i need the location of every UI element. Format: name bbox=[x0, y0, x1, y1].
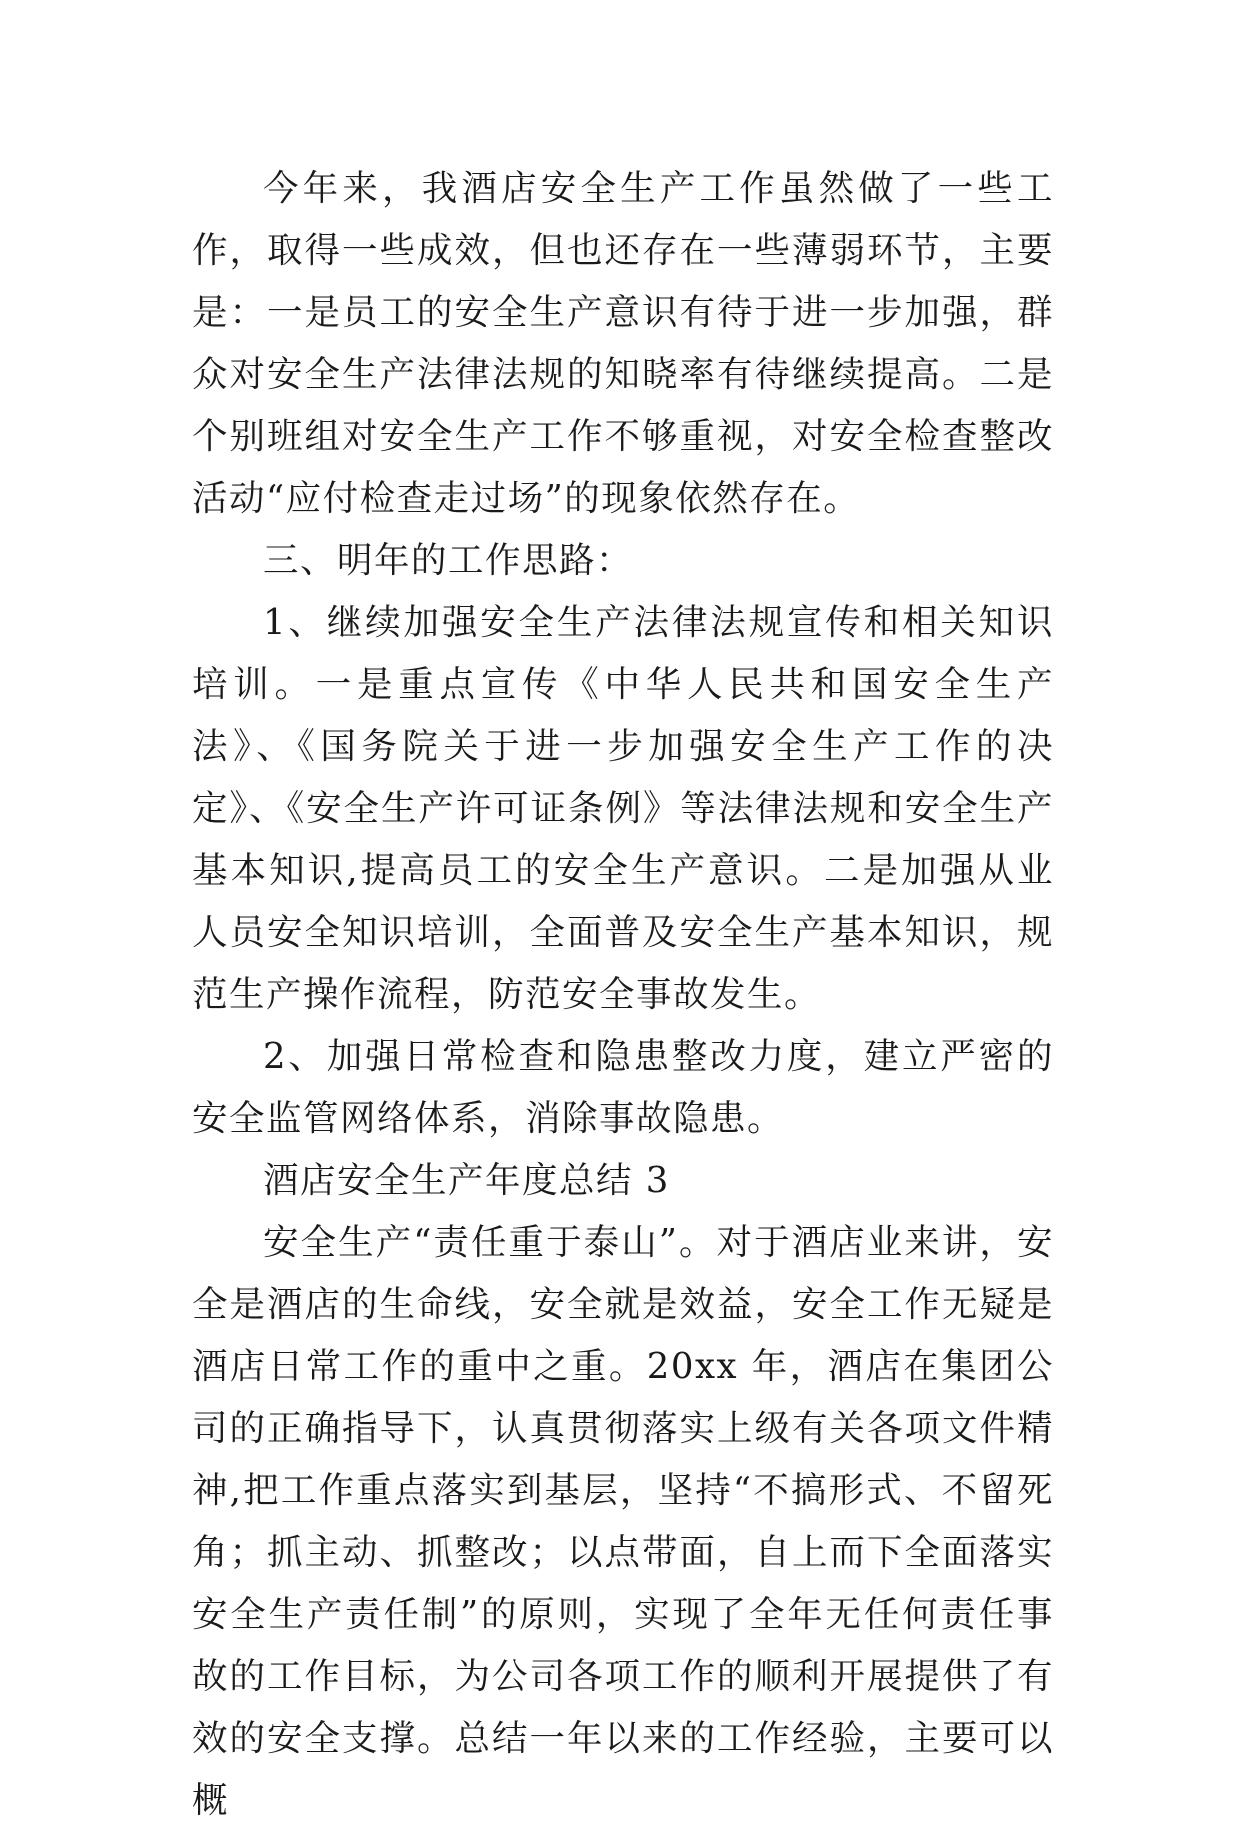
section-heading-next-year: 三、明年的工作思路： bbox=[263, 540, 634, 581]
paragraph-summary-3-intro: 安全生产“责任重于泰山”。对于酒店业来讲，安全是酒店的生命线，安全就是效益，安全工作无疑是酒店日常工作的重中之重。20xx 年，酒店在集团公司的正确指导下，认真贯彻落实上级有关各项文件精神,把工作重点落实到基层，坚持“不搞形式、不留死角；抓主动、抓整改；以点带面，自上而下全面落实安全生产责任制”的原则，实现了全年无任何责任事故的工作目标，为公司各项工作的顺利开展提供了有效的安全支撑。总结一年以来的工作经验，主要可以概 bbox=[192, 1222, 1054, 1821]
paragraph-item-1: 1、继续加强安全生产法律法规宣传和相关知识培训。一是重点宣传《中华人民共和国安全生产法》、《国务院关于进一步加强安全生产工作的决定》、《安全生产许可证条例》等法律法规和安全生产基本知识,提高员工的安全生产意识。二是加强从业人员安全知识培训，全面普及安全生产基本知识，规范生产操作流程，防范安全事故发生。 bbox=[192, 602, 1054, 1015]
paragraph-item-2: 2、加强日常检查和隐患整改力度，建立严密的安全监管网络体系，消除事故隐患。 bbox=[192, 1036, 1054, 1139]
document-body bbox=[192, 158, 1054, 1832]
section-title-summary-3: 酒店安全生产年度总结 3 bbox=[263, 1160, 670, 1201]
paragraph-weaknesses: 今年来，我酒店安全生产工作虽然做了一些工作，取得一些成效，但也还存在一些薄弱环节，主要是：一是员工的安全生产意识有待于进一步加强，群众对安全生产法律法规的知晓率有待继续提高。二是个别班组对安全生产工作不够重视，对安全检查整改活动“应付检查走过场”的现象依然存在。 bbox=[192, 168, 1054, 519]
